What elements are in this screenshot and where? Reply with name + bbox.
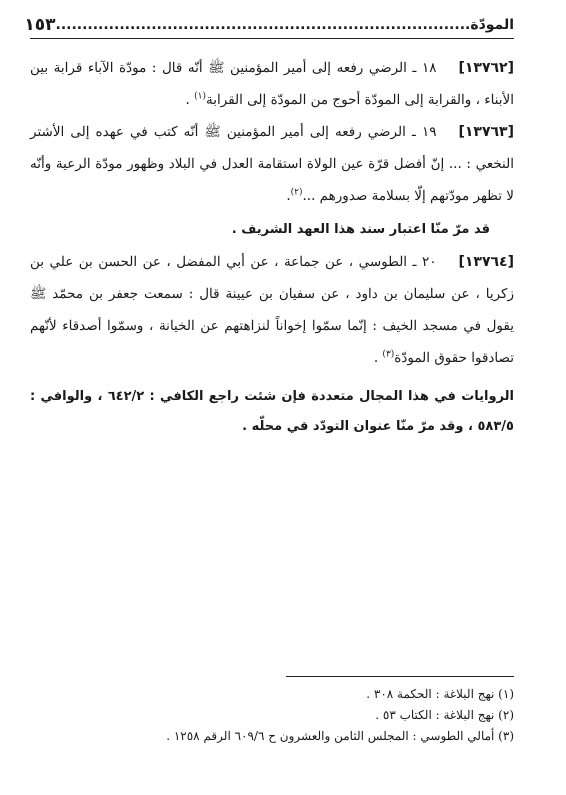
hadith-text: ١٩ ـ الرضي رفعه إلى أمير المؤمنين ﷺ أنّه كتب في عهده إلى الأشتر النخعي : ... إنّ أفضل قرّة عين الولاة استقامة العدل في البلاد وظهور مودّة الرعية وأنّه لا تظهر مودّتهم إلّا بسلامة صدورهم ... <box>30 124 514 204</box>
hadith-end: . <box>286 188 291 204</box>
hadith-entry <box>30 52 514 116</box>
footnote-ref: (١) <box>194 91 206 102</box>
footnotes <box>30 684 514 747</box>
author-comment: الروايات في هذا المجال متعددة فإن شئت راجع الكافي : ٦٤٢/٢ ، والوافي : ٥٨٣/٥ ، وقد مرّ منّا عنوان التودّد في محلّه . <box>30 389 514 434</box>
hadith-entry <box>30 246 514 374</box>
header-rule <box>30 38 514 39</box>
page-body <box>30 52 514 455</box>
hadith-number: [١٣٧٦٣] <box>458 124 514 140</box>
hadith-number: [١٣٧٦٤] <box>458 254 514 270</box>
footnote-ref: (٢) <box>290 187 303 198</box>
footnote: (١) نهج البلاغة : الحكمة ٣٠٨ . <box>366 687 514 701</box>
footnote: (٢) نهج البلاغة : الكتاب ٥٣ . <box>375 708 514 722</box>
hadith-text: ١٨ ـ الرضي رفعه إلى أمير المؤمنين ﷺ أنّه قال : مودّة الآباء قرابة بين الأبناء ، والقرابة إلى المودّة أحوج من المودّة إلى القرابة <box>30 60 514 108</box>
hadith-text: ٢٠ ـ الطوسي ، عن جماعة ، عن أبي المفضل ، عن الحسن بن علي بن زكريا ، عن سليمان بن داود ، عن سفيان بن عيينة قال : سمعت جعفر بن محمّد ﷺ يقول في مسجد الخيف : إنّما سمّوا إخواناً لنزاهتهم عن الخيانة ، وسمّوا أصدقاء لأنّهم تصادقوا حقوق المودّة <box>30 254 514 366</box>
running-header <box>24 14 514 36</box>
hadith-end: . <box>185 92 195 108</box>
hadith-number: [١٣٧٦٢] <box>458 60 514 76</box>
chain-note: قد مرّ منّا اعتبار سند هذا العهد الشريف . <box>231 222 490 237</box>
hadith-entry <box>30 116 514 212</box>
page-number: ١٥٣ <box>24 15 56 35</box>
hadith-end: . <box>373 350 383 366</box>
footnote: (٣) أمالي الطوسي : المجلس الثامن والعشرون ح ٦٠٩/٦ الرقم ١٢٥٨ . <box>166 729 514 743</box>
footnote-ref: (٣) <box>382 349 395 360</box>
footnote-rule <box>286 676 514 677</box>
running-title: المودّة.............................................................................. <box>55 17 514 33</box>
